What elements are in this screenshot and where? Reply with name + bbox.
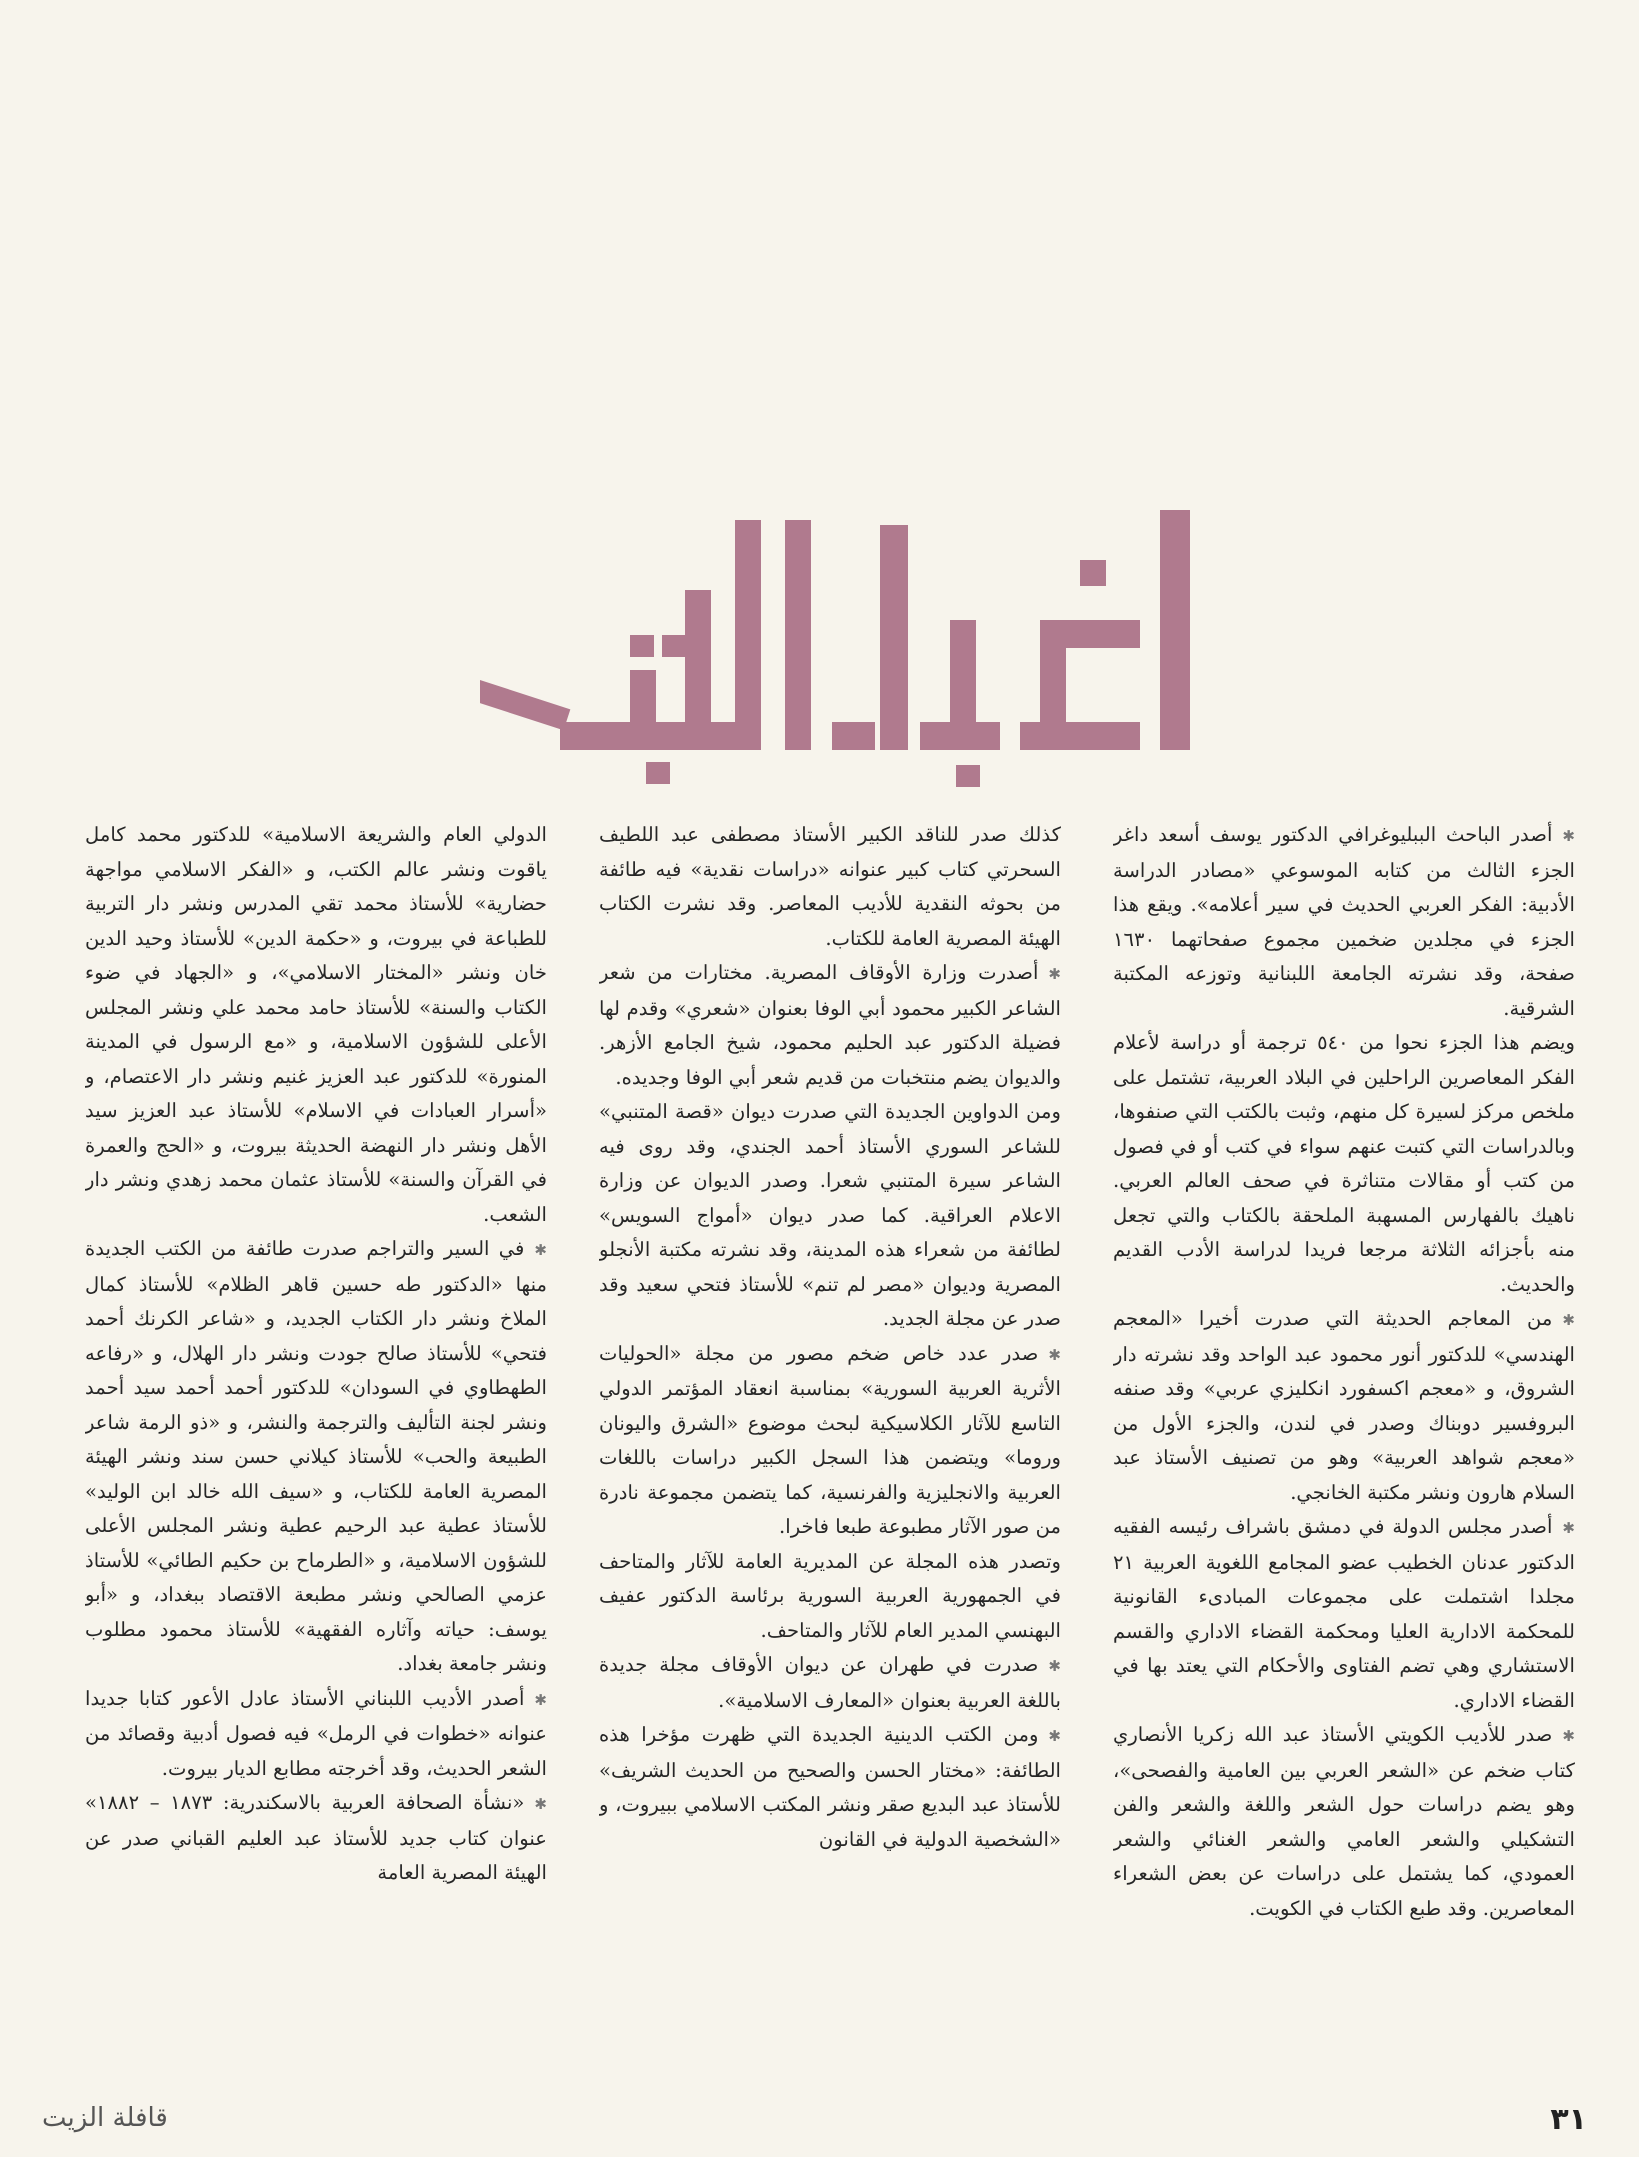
asterisk-bullet-icon: ✱ [1048,1727,1061,1745]
calligraphic-title-logo [480,470,1240,790]
paragraph-text: أصدر مجلس الدولة في دمشق باشراف رئيسه الفقيه الدكتور عدنان الخطيب عضو المجامع اللغوية العربية ٢١ مجلدا اشتملت على مجموعات المبادىء القانونية للمحكمة الادارية العليا ومحكمة القضاء الاداري والقسم الاستشاري وهي تضم الفتاوى والأحكام التي يعتد بها في القضاء الاداري. [1113,1515,1575,1712]
news-paragraph [85,818,547,1232]
paragraph-text: كذلك صدر للناقد الكبير الأستاذ مصطفى عبد اللطيف السحرتي كتاب كبير عنوانه «دراسات نقدية» فيه طائفة من بحوثه النقدية للأديب المعاصر. وقد نشرت الكتاب الهيئة المصرية العامة للكتاب. [599,823,1061,950]
news-item [1113,1510,1575,1718]
paragraph-text: «نشأة الصحافة العربية بالاسكندرية: ١٨٧٣ – ١٨٨٢» عنوان كتاب جديد للأستاذ عبد العليم القباني صدر عن الهيئة المصرية العامة [85,1791,547,1884]
paragraph-text: ومن الدواوين الجديدة التي صدرت ديوان «قصة المتنبي» للشاعر السوري الأستاذ أحمد الجندي، وقد روى فيه الشاعر سيرة المتنبي شعرا. وصدر الديوان عن وزارة الاعلام العراقية. كما صدر ديوان «أمواج السويس» لطائفة من شعراء هذه المدينة، وقد نشرته مكتبة الأنجلو المصرية وديوان «مصر لم تنم» للأستاذ فتحي سعيد وقد صدر عن مجلة الجديد. [599,1100,1061,1330]
paragraph-text: صدر عدد خاص ضخم مصور من مجلة «الحوليات الأثرية العربية السورية» بمناسبة انعقاد المؤتمر الدولي التاسع للآثار الكلاسيكية لبحث موضوع «الشرق واليونان وروما» ويتضمن هذا السجل الكبير دراسات باللغات العربية والانجليزية والفرنسية، كما يتضمن مجموعة نادرة من صور الآثار مطبوعة طبعا فاخرا. [599,1341,1061,1538]
news-item [85,1232,547,1682]
article-columns [85,818,1575,2073]
news-item [1113,818,1575,1026]
news-item [599,1718,1061,1857]
paragraph-text: أصدر الباحث الببليوغرافي الدكتور يوسف أسعد داغر الجزء الثالث من كتابه الموسوعي «مصادر الدراسة الأدبية: الفكر العربي الحديث في سير أعلامه». ويقع هذا الجزء في مجلدين ضخمين مجموع صفحاتهما ١٦٣٠ صفحة، وقد نشرته الجامعة اللبنانية وتوزعه المكتبة الشرقية. [1113,823,1575,1020]
news-paragraph [1113,1026,1575,1302]
magazine-name: قافلة الزيت [42,2103,168,2133]
column-left [85,818,547,2073]
news-paragraph [599,1095,1061,1337]
column-right [1113,818,1575,2073]
asterisk-bullet-icon: ✱ [1048,1345,1061,1364]
paragraph-text: صدر للأديب الكويتي الأستاذ عبد الله زكريا الأنصاري كتاب ضخم عن «الشعر العربي بين العامية والفصحى»، وهو يضم دراسات حول الشعر واللغة والشعر والفن التشكيلي والشعر العامي والشعر الغنائي والشعر العمودي، كما يشتمل على دراسات عن بعض الشعراء المعاصرين. وقد طبع الكتاب في الكويت. [1113,1723,1575,1920]
paragraph-text: أصدر الأديب اللبناني الأستاذ عادل الأعور كتابا جديدا عنوانه «خطوات في الرمل» فيه فصول أدبية وقصائد من الشعر الحديث، وقد أخرجته مطابع الديار بيروت. [85,1686,547,1780]
news-paragraph [599,818,1061,956]
column-middle [599,818,1061,2073]
asterisk-bullet-icon: ✱ [1048,1657,1061,1675]
paragraph-text: ويضم هذا الجزء نحوا من ٥٤٠ ترجمة أو دراسة لأعلام الفكر المعاصرين الراحلين في البلاد العربية، تشتمل على ملخص مركز لسيرة كل منهم، وثبت بالكتب التي صنفوها، وبالدراسات التي كتبت عنهم سواء في كتب أو في فصول من كتب أو مقالات متناثرة في صحف العالم العربي. ناهيك بالفهارس المسهبة الملحقة بالكتاب والتي تجعل منه بأجزائه الثلاثة مرجعا فريدا لدراسة الأدب القديم والحديث. [1113,1031,1575,1296]
news-paragraph [599,1545,1061,1649]
news-item [599,956,1061,1095]
page-footer [0,2097,1639,2137]
news-item [599,1648,1061,1718]
page-number: ٣١ [1550,2102,1587,2137]
paragraph-text: من المعاجم الحديثة التي صدرت أخيرا «المعجم الهندسي» للدكتور أنور محمود عبد الواحد وقد نشرته دار الشروق، و «معجم اكسفورد انكليزي عربي» وقد صنفه البروفسير دوبناك وصدر في لندن، والجزء الأول من «معجم شواهد العربية» وهو من تصنيف الأستاذ عبد السلام هارون ونشر مكتبة الخانجي. [1113,1307,1575,1504]
news-item [1113,1718,1575,1926]
asterisk-bullet-icon: ✱ [1048,965,1061,983]
paragraph-text: في السير والتراجم صدرت طائفة من الكتب الجديدة منها «الدكتور طه حسين قاهر الظلام» للأستاذ كمال الملاخ ونشر دار الكتاب الجديد، و «شاعر الكرنك أحمد فتحي» للأستاذ صالح جودت ونشر دار الهلال، و «رفاعه الطهطاوي في السودان» للدكتور أحمد أحمد سيد أحمد ونشر لجنة التأليف والترجمة والنشر، و «ذو الرمة شاعر الطبيعة والحب» للأستاذ كيلاني حسن سند ونشر الهيئة المصرية العامة للكتاب، و «سيف الله خالد ابن الوليد» للأستاذ عطية عبد الرحيم عطية ونشر المجلس الأعلى للشؤون الاسلامية، و «الطرماح بن حكيم الطائي» للأستاذ عزمي الصالحي ونشر مطبعة الاقتصاد ببغداد، و «أبو يوسف: حياته وآثاره الفقهية» للأستاذ محمود مطلوب ونشر جامعة بغداد. [85,1237,547,1675]
asterisk-bullet-icon: ✱ [534,1795,547,1813]
news-item [85,1786,547,1891]
asterisk-bullet-icon: ✱ [1562,827,1575,845]
paragraph-text: أصدرت وزارة الأوقاف المصرية. مختارات من شعر الشاعر الكبير محمود أبي الوفا بعنوان «شعري» وقدم لها فضيلة الدكتور عبد الحليم محمود، شيخ الجامع الأزهر. والديوان يضم منتخبات من قديم شعر أبي الوفا وجديده. [599,961,1061,1089]
paragraph-text: صدرت في طهران عن ديوان الأوقاف مجلة جديدة باللغة العربية بعنوان «المعارف الاسلامية». [599,1653,1061,1712]
asterisk-bullet-icon: ✱ [534,1241,547,1259]
news-item [85,1682,547,1787]
asterisk-bullet-icon: ✱ [1562,1727,1575,1745]
asterisk-bullet-icon: ✱ [534,1690,547,1709]
paragraph-text: وتصدر هذه المجلة عن المديرية العامة للآثار والمتاحف في الجمهورية العربية السورية برئاسة الدكتور عفيف البهنسي المدير العام للآثار والمتاحف. [599,1549,1061,1642]
paragraph-text: الدولي العام والشريعة الاسلامية» للدكتور محمد كامل ياقوت ونشر عالم الكتب، و «الفكر الاسلامي مواجهة حضارية» للأستاذ محمد تقي المدرس ونشر دار التربية للطباعة في بيروت، و «حكمة الدين» للأستاذ وحيد الدين خان ونشر «المختار الاسلامي»، و «الجهاد في ضوء الكتاب والسنة» للأستاذ حامد محمد علي ونشر المجلس الأعلى للشؤون الاسلامية، و «مع الرسول في المدينة المنورة» للدكتور عبد العزيز غنيم ونشر دار الاعتصام، و «أسرار العبادات في الاسلام» للأستاذ عبد العزيز سيد الأهل ونشر دار النهضة الحديثة بيروت، و «الحج والعمرة في القرآن والسنة» للأستاذ عثمان محمد زهدي ونشر دار الشعب. [85,823,547,1226]
news-item [1113,1302,1575,1510]
paragraph-text: ومن الكتب الدينية الجديدة التي ظهرت مؤخرا هذه الطائفة: «مختار الحسن والصحيح من الحديث الشريف» للأستاذ عبد البديع صقر ونشر المكتب الاسلامي ببيروت، و «الشخصية الدولية في القانون [599,1723,1061,1851]
asterisk-bullet-icon: ✱ [1562,1311,1575,1329]
section-title [480,470,1240,790]
asterisk-bullet-icon: ✱ [1562,1519,1575,1537]
news-item [599,1337,1061,1545]
